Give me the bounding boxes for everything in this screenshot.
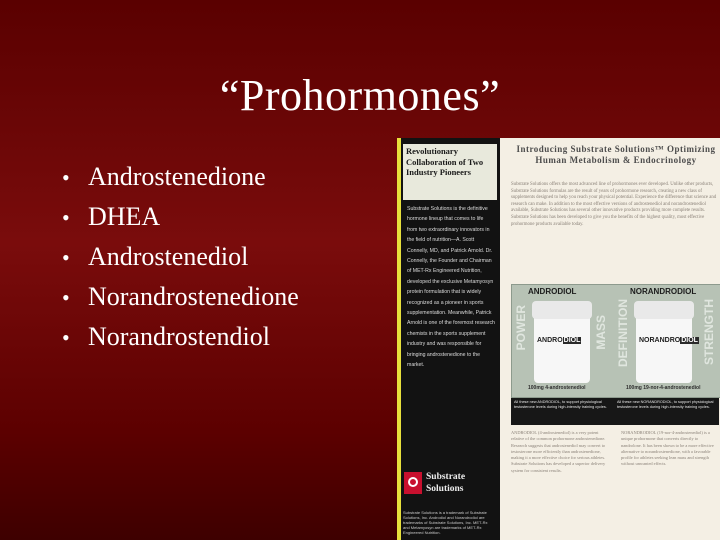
- side-word-definition: DEFINITION: [616, 299, 630, 367]
- band-text-left: All these new ANDRODIOL, to support physiological testosterone levels during high-intensity training cycles.: [514, 400, 607, 409]
- bullet-dot-icon: •: [62, 245, 70, 270]
- ad-edge-stripe: [397, 138, 401, 540]
- band-text-right: All these new NORANDRODIOL, to support physiological testosterone levels during high-intensity training cycles.: [617, 400, 714, 409]
- bullet-text: Norandrostenedione: [88, 282, 299, 311]
- bullet-text: DHEA: [88, 202, 161, 231]
- product-photo: [511, 284, 720, 398]
- ad-column-left: ANDRODIOL (4-androstenediol) is a very potent relative of the common prohormone androstenedione. Research suggests that androstenediol may convert to testosterone more efficiently than androstenedione, making it a more effective choice for serious athletes. Substrate Solutions has developed a superior delivery system for consistent results.: [511, 430, 606, 473]
- ad-fine-print: Substrate Solutions is a trademark of Substrate Solutions, Inc. Androdiol and Norandrodiol are trademarks of Substrate Solutions, Inc. MET-Rx and Metamyosyn are trademarks of MET-Rx Engineered Nutrition.: [403, 510, 488, 535]
- bullet-dot-icon: •: [62, 165, 70, 190]
- ad-right-title: Introducing Substrate Solutions™ Optimizing Human Metabolism & Endocrinology: [516, 144, 716, 165]
- ad-headline: Revolutionary Collaboration of Two Industry Pioneers: [403, 144, 497, 200]
- bullet-item: [62, 202, 299, 242]
- slide-title: “Prohormones”: [219, 71, 501, 120]
- androdiol-label: [537, 337, 587, 344]
- ad-body-text: Substrate Solutions is the definitive hormone lineup that comes to life from two extraordinary innovators in the field of nutrition—A. Scott Connelly, MD, and Patrick Arnold. Dr. Connelly, the Founder and Chairman of MET-Rx Engineered Nutrition, developed the exclusive Metamyosyn protein formulation that is widely recognized as a pioneer in sports supplementation. Meanwhile, Patrick Arnold is one of the foremost research chemists in the sports supplement industry and was responsible for bringing androstenedione to the market.: [407, 206, 495, 369]
- bullet-list: [62, 162, 299, 362]
- bullet-item: [62, 162, 299, 202]
- norandrodiol-dose: 100mg 19-nor-4-androstenediol: [626, 385, 701, 391]
- ad-column-right: NORANDRODIOL (19-nor-4-androstenediol) is a unique prohormone that converts directly to nandrolone. It has been shown to be a more effective alternative to norandrostenedione, with a favorable profile for athletes seeking lean mass and strength without unwanted effects.: [621, 430, 714, 467]
- logo-text: Substrate Solutions: [426, 472, 466, 494]
- label-text-b: DIOL: [681, 337, 698, 344]
- label-text-b: DIOL: [563, 337, 581, 344]
- norandrodiol-label: [639, 337, 698, 344]
- bullet-item: [62, 242, 299, 282]
- ad-left-panel: [397, 138, 500, 540]
- bottle-cap: [532, 301, 592, 319]
- bullet-text: Norandrostendiol: [88, 322, 270, 351]
- bullet-item: [62, 322, 299, 362]
- bullet-dot-icon: •: [62, 285, 70, 310]
- ad-right-panel: [505, 138, 720, 540]
- bullet-dot-icon: •: [62, 205, 70, 230]
- label-text-a: NORANDRO: [639, 337, 681, 344]
- side-word-power: POWER: [514, 305, 528, 351]
- norandrodiol-bottle: [636, 303, 698, 383]
- product-name-norandrodiol: NORANDRODIOL: [630, 287, 697, 296]
- ad-intro-text: Substrate Solutions offers the most advanced line of prohormones ever developed. Unlike other products, Substrate Solutions formulas are the result of years of prohormone research, creating a new class of supplements designed to help you reach your physical potential. Experience the difference that science and research can make. In addition to the most effective versions of androstenediol and norandrostenediol available, Substrate Solutions has several other innovative products providing more complete results. Substrate Solutions has been developed to give you the benefits of the highest quality, most effective prohormone products available today.: [511, 182, 717, 227]
- androdiol-dose: 100mg 4-androstenediol: [528, 385, 586, 391]
- side-word-strength: STRENGTH: [702, 299, 716, 365]
- advertisement-image: [397, 138, 720, 540]
- logo-mark-icon: [404, 472, 422, 494]
- bullet-item: [62, 282, 299, 322]
- substrate-solutions-logo: [404, 468, 496, 500]
- ad-columns: [511, 430, 719, 534]
- bullet-text: Androstenediol: [88, 242, 249, 271]
- bottle-cap: [634, 301, 694, 319]
- bullet-text: Androstenedione: [88, 162, 266, 191]
- side-word-mass: MASS: [594, 315, 608, 350]
- bullet-dot-icon: •: [62, 325, 70, 350]
- ad-info-band: [511, 398, 719, 425]
- label-text-a: ANDRO: [537, 337, 563, 344]
- product-name-androdiol: ANDRODIOL: [528, 287, 577, 296]
- androdiol-bottle: [534, 303, 590, 383]
